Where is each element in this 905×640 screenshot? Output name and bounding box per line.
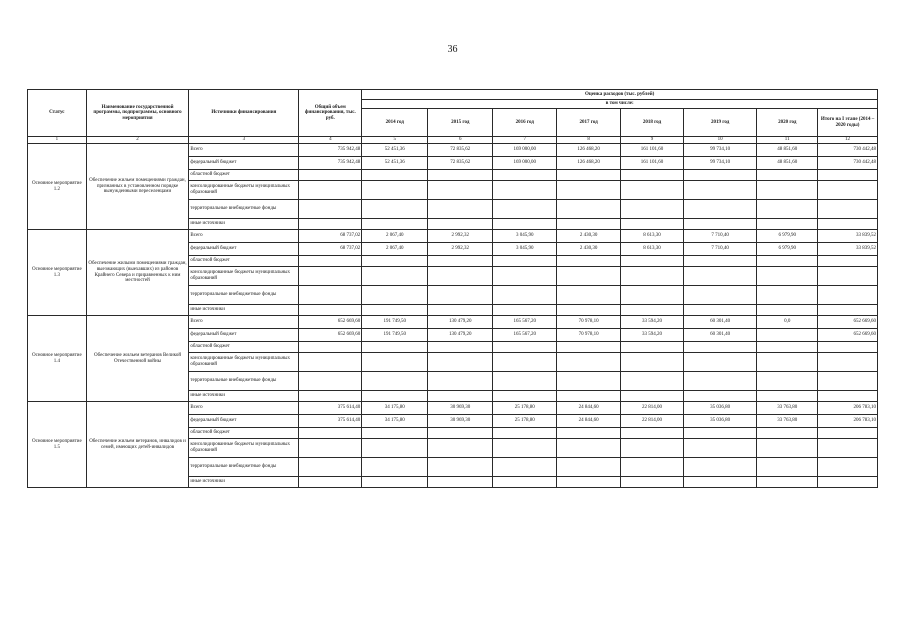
value-cell xyxy=(683,428,756,439)
value-cell xyxy=(557,439,621,458)
value-cell: 2 992,32 xyxy=(428,243,493,256)
value-cell: 52 451,36 xyxy=(362,157,428,170)
value-cell xyxy=(757,305,818,316)
funding-source-other: иные источники xyxy=(189,477,299,488)
value-cell xyxy=(299,458,362,477)
value-cell xyxy=(683,286,756,305)
value-cell: 60 301,40 xyxy=(683,329,756,342)
value-cell xyxy=(299,477,362,488)
value-cell: 33 839,52 xyxy=(818,230,878,243)
activity-name: Обеспечение жильем ветеранов Великой Отечественной войны xyxy=(86,316,189,402)
funding-source-extrabudget: территориальные внебюджетные фонды xyxy=(189,458,299,477)
funding-source-other: иные источники xyxy=(189,219,299,230)
value-cell xyxy=(557,458,621,477)
value-cell xyxy=(557,372,621,391)
value-cell xyxy=(818,458,878,477)
value-cell xyxy=(557,267,621,286)
value-cell xyxy=(557,286,621,305)
value-cell: 24 844,60 xyxy=(557,415,621,428)
value-cell xyxy=(493,439,557,458)
value-cell xyxy=(362,342,428,353)
header-including: в том числе: xyxy=(362,100,878,109)
value-cell xyxy=(428,428,493,439)
value-cell xyxy=(362,477,428,488)
value-cell xyxy=(557,391,621,402)
value-cell xyxy=(683,458,756,477)
value-cell xyxy=(299,428,362,439)
value-cell: 161 101,60 xyxy=(621,157,684,170)
header-year: 2017 год xyxy=(557,109,621,137)
value-cell xyxy=(299,286,362,305)
value-cell: 22 814,00 xyxy=(621,402,684,415)
value-cell xyxy=(493,181,557,200)
table-row xyxy=(28,230,878,243)
value-cell: 130 479,20 xyxy=(428,329,493,342)
value-cell xyxy=(557,256,621,267)
value-cell xyxy=(299,372,362,391)
value-cell xyxy=(757,170,818,181)
value-cell xyxy=(428,477,493,488)
value-cell xyxy=(683,256,756,267)
funding-source-federal: федеральный бюджет xyxy=(189,243,299,256)
value-cell xyxy=(299,353,362,372)
value-cell xyxy=(683,305,756,316)
funding-source-other: иные источники xyxy=(189,391,299,402)
value-cell xyxy=(621,267,684,286)
value-cell xyxy=(299,342,362,353)
value-cell xyxy=(362,439,428,458)
value-cell xyxy=(818,391,878,402)
funding-source-regional: областной бюджет xyxy=(189,256,299,267)
header-year: 2018 год xyxy=(621,109,684,137)
value-cell: 33 594,20 xyxy=(621,316,684,329)
value-cell: 34 175,80 xyxy=(362,402,428,415)
funding-source-extrabudget: территориальные внебюджетные фонды xyxy=(189,372,299,391)
value-cell xyxy=(757,477,818,488)
activity-status: Основное мероприятие 1.2 xyxy=(28,144,87,230)
value-cell xyxy=(299,267,362,286)
value-cell xyxy=(621,181,684,200)
value-cell xyxy=(683,477,756,488)
value-cell xyxy=(818,305,878,316)
value-cell xyxy=(493,267,557,286)
value-cell xyxy=(818,439,878,458)
value-cell xyxy=(362,267,428,286)
value-cell xyxy=(362,372,428,391)
header-year: 2019 год xyxy=(683,109,756,137)
header-year: 2015 год xyxy=(428,109,493,137)
value-cell xyxy=(818,342,878,353)
funding-source-regional: областной бюджет xyxy=(189,342,299,353)
value-cell xyxy=(428,219,493,230)
value-cell: 99 734,10 xyxy=(683,157,756,170)
column-number: 12 xyxy=(818,137,878,144)
value-cell xyxy=(683,219,756,230)
value-cell xyxy=(621,305,684,316)
column-number: 3 xyxy=(189,137,299,144)
header-estimate: Оценка расходов (тыс. рублей) xyxy=(362,90,878,100)
value-cell xyxy=(428,342,493,353)
column-number: 1 xyxy=(28,137,87,144)
value-cell: 206 783,10 xyxy=(818,415,878,428)
value-cell xyxy=(493,286,557,305)
value-cell: 7 710,40 xyxy=(683,230,756,243)
value-cell xyxy=(757,256,818,267)
column-number: 2 xyxy=(86,137,189,144)
value-cell xyxy=(757,458,818,477)
value-cell: 30 969,30 xyxy=(428,402,493,415)
table-row xyxy=(28,316,878,329)
value-cell: 60 301,40 xyxy=(683,316,756,329)
column-number: 10 xyxy=(683,137,756,144)
value-cell xyxy=(299,181,362,200)
value-cell: 70 978,10 xyxy=(557,316,621,329)
activity-status: Основное мероприятие 1.4 xyxy=(28,316,87,402)
value-cell xyxy=(362,305,428,316)
value-cell xyxy=(362,286,428,305)
value-cell xyxy=(557,200,621,219)
value-cell xyxy=(557,477,621,488)
value-cell: 99 734,10 xyxy=(683,144,756,157)
value-cell xyxy=(428,391,493,402)
value-cell xyxy=(683,372,756,391)
value-cell xyxy=(428,353,493,372)
value-cell xyxy=(818,219,878,230)
value-cell xyxy=(818,477,878,488)
value-cell: 35 036,80 xyxy=(683,415,756,428)
funding-source-municipal: консолидированные бюджеты муниципальных образований xyxy=(189,439,299,458)
value-cell xyxy=(428,305,493,316)
funding-source-regional: областной бюджет xyxy=(189,170,299,181)
value-cell: 2 067,40 xyxy=(362,243,428,256)
value-cell: 33 763,80 xyxy=(757,402,818,415)
table-body xyxy=(28,144,878,488)
value-cell xyxy=(757,181,818,200)
value-cell xyxy=(757,267,818,286)
value-cell: 730 442,48 xyxy=(818,157,878,170)
value-cell xyxy=(493,200,557,219)
column-number: 8 xyxy=(557,137,621,144)
value-cell xyxy=(557,305,621,316)
value-cell xyxy=(757,329,818,342)
value-cell: 72 835,62 xyxy=(428,157,493,170)
value-cell xyxy=(621,342,684,353)
value-cell xyxy=(621,286,684,305)
value-cell xyxy=(818,170,878,181)
activity-name: Обеспечение жилыми помещениями граждан, выезжающих (выехавших) из районов Крайнего Севера и приравненных к ним местностей xyxy=(86,230,189,316)
value-cell xyxy=(299,219,362,230)
funding-source-federal: федеральный бюджет xyxy=(189,157,299,170)
budget-table xyxy=(27,89,878,488)
value-cell xyxy=(362,353,428,372)
value-cell xyxy=(621,428,684,439)
value-cell: 206 783,10 xyxy=(818,402,878,415)
funding-source-total: Всего xyxy=(189,144,299,157)
value-cell xyxy=(621,256,684,267)
value-cell: 735 942,48 xyxy=(299,157,362,170)
value-cell xyxy=(818,353,878,372)
value-cell xyxy=(621,458,684,477)
value-cell xyxy=(818,256,878,267)
value-cell xyxy=(557,181,621,200)
value-cell xyxy=(428,439,493,458)
value-cell: 33 594,20 xyxy=(621,329,684,342)
value-cell: 165 567,20 xyxy=(493,316,557,329)
funding-source-extrabudget: территориальные внебюджетные фонды xyxy=(189,286,299,305)
value-cell xyxy=(621,170,684,181)
value-cell: 652 669,60 xyxy=(818,329,878,342)
value-cell xyxy=(362,391,428,402)
value-cell: 8 613,30 xyxy=(621,243,684,256)
value-cell: 2 067,40 xyxy=(362,230,428,243)
value-cell xyxy=(299,439,362,458)
value-cell xyxy=(557,342,621,353)
value-cell: 33 839,52 xyxy=(818,243,878,256)
value-cell xyxy=(493,219,557,230)
value-cell: 2 430,30 xyxy=(557,243,621,256)
value-cell xyxy=(493,170,557,181)
value-cell xyxy=(493,353,557,372)
value-cell: 35 036,80 xyxy=(683,402,756,415)
value-cell xyxy=(493,477,557,488)
value-cell xyxy=(621,439,684,458)
value-cell xyxy=(493,391,557,402)
value-cell xyxy=(683,342,756,353)
activity-status: Основное мероприятие 1.5 xyxy=(28,402,87,488)
funding-source-extrabudget: территориальные внебюджетные фонды xyxy=(189,200,299,219)
value-cell xyxy=(362,170,428,181)
value-cell xyxy=(428,267,493,286)
funding-source-municipal: консолидированные бюджеты муниципальных образований xyxy=(189,181,299,200)
header-year: 2016 год xyxy=(493,109,557,137)
value-cell xyxy=(362,428,428,439)
value-cell xyxy=(493,372,557,391)
funding-source-total: Всего xyxy=(189,230,299,243)
value-cell xyxy=(428,181,493,200)
value-cell xyxy=(621,219,684,230)
value-cell xyxy=(362,200,428,219)
funding-source-federal: федеральный бюджет xyxy=(189,329,299,342)
value-cell: 375 614,40 xyxy=(299,415,362,428)
header-year: 2014 год xyxy=(362,109,428,137)
funding-source-regional: областной бюджет xyxy=(189,428,299,439)
value-cell xyxy=(557,428,621,439)
value-cell: 126 468,20 xyxy=(557,144,621,157)
value-cell xyxy=(683,391,756,402)
value-cell xyxy=(818,428,878,439)
funding-source-municipal: консолидированные бюджеты муниципальных образований xyxy=(189,353,299,372)
value-cell xyxy=(818,181,878,200)
value-cell xyxy=(757,219,818,230)
value-cell xyxy=(299,170,362,181)
value-cell xyxy=(493,458,557,477)
value-cell: 126 468,20 xyxy=(557,157,621,170)
value-cell xyxy=(428,286,493,305)
value-cell: 652 669,60 xyxy=(299,329,362,342)
value-cell: 8 613,30 xyxy=(621,230,684,243)
value-cell xyxy=(621,372,684,391)
value-cell: 375 614,40 xyxy=(299,402,362,415)
column-number: 4 xyxy=(299,137,362,144)
column-number: 5 xyxy=(362,137,428,144)
value-cell xyxy=(818,267,878,286)
column-number: 6 xyxy=(428,137,493,144)
funding-source-total: Всего xyxy=(189,402,299,415)
value-cell xyxy=(299,200,362,219)
value-cell: 24 844,60 xyxy=(557,402,621,415)
funding-source-federal: федеральный бюджет xyxy=(189,415,299,428)
funding-source-total: Всего xyxy=(189,316,299,329)
value-cell xyxy=(428,256,493,267)
funding-source-municipal: консолидированные бюджеты муниципальных образований xyxy=(189,267,299,286)
value-cell xyxy=(757,200,818,219)
value-cell: 68 737,02 xyxy=(299,230,362,243)
value-cell xyxy=(362,256,428,267)
page-number: 36 xyxy=(447,44,458,55)
value-cell xyxy=(557,219,621,230)
column-number: 9 xyxy=(621,137,684,144)
value-cell xyxy=(299,391,362,402)
value-cell xyxy=(493,342,557,353)
value-cell xyxy=(621,477,684,488)
column-number: 11 xyxy=(757,137,818,144)
value-cell: 161 101,60 xyxy=(621,144,684,157)
value-cell: 48 851,60 xyxy=(757,157,818,170)
value-cell xyxy=(757,342,818,353)
value-cell xyxy=(299,256,362,267)
value-cell xyxy=(428,200,493,219)
value-cell: 25 178,80 xyxy=(493,402,557,415)
value-cell xyxy=(683,181,756,200)
value-cell xyxy=(557,353,621,372)
activity-status: Основное мероприятие 1.3 xyxy=(28,230,87,316)
value-cell xyxy=(757,391,818,402)
value-cell xyxy=(621,200,684,219)
value-cell xyxy=(683,439,756,458)
value-cell: 3 045,90 xyxy=(493,243,557,256)
value-cell: 130 479,20 xyxy=(428,316,493,329)
value-cell: 68 737,02 xyxy=(299,243,362,256)
value-cell: 652 669,60 xyxy=(818,316,878,329)
value-cell: 730 442,48 xyxy=(818,144,878,157)
value-cell: 6 979,90 xyxy=(757,243,818,256)
value-cell: 3 045,90 xyxy=(493,230,557,243)
value-cell: 735 942,48 xyxy=(299,144,362,157)
value-cell: 191 749,50 xyxy=(362,329,428,342)
value-cell xyxy=(757,286,818,305)
value-cell xyxy=(621,353,684,372)
value-cell: 6 979,90 xyxy=(757,230,818,243)
value-cell: 52 451,36 xyxy=(362,144,428,157)
value-cell xyxy=(818,200,878,219)
value-cell: 2 430,30 xyxy=(557,230,621,243)
value-cell xyxy=(428,458,493,477)
header-status: Статус xyxy=(28,90,87,137)
value-cell xyxy=(818,286,878,305)
table-row xyxy=(28,144,878,157)
value-cell: 34 175,80 xyxy=(362,415,428,428)
value-cell xyxy=(757,428,818,439)
header-year: 2020 год xyxy=(757,109,818,137)
value-cell xyxy=(683,200,756,219)
activity-name: Обеспечение жильем ветеранов, инвалидов и семей, имеющих детей-инвалидов xyxy=(86,402,189,488)
value-cell xyxy=(493,428,557,439)
value-cell: 191 749,50 xyxy=(362,316,428,329)
table-row xyxy=(28,402,878,415)
value-cell xyxy=(557,170,621,181)
value-cell xyxy=(493,256,557,267)
header-name: Наименование государственной программы, подпрограммы, основного мероприятия xyxy=(86,90,189,137)
value-cell xyxy=(757,372,818,391)
value-cell: 22 814,00 xyxy=(621,415,684,428)
value-cell: 7 710,40 xyxy=(683,243,756,256)
value-cell xyxy=(683,267,756,286)
value-cell xyxy=(818,372,878,391)
value-cell: 70 978,10 xyxy=(557,329,621,342)
header-source: Источники финансирования xyxy=(189,90,299,137)
value-cell xyxy=(362,181,428,200)
value-cell: 30 969,30 xyxy=(428,415,493,428)
value-cell: 169 000,00 xyxy=(493,144,557,157)
value-cell: 169 000,00 xyxy=(493,157,557,170)
value-cell xyxy=(493,305,557,316)
value-cell: 33 763,80 xyxy=(757,415,818,428)
value-cell xyxy=(683,170,756,181)
header-stage-total: Итого на I этапе (2014 – 2020 годы) xyxy=(818,109,878,137)
value-cell: 25 178,80 xyxy=(493,415,557,428)
value-cell: 48 851,60 xyxy=(757,144,818,157)
value-cell: 2 992,32 xyxy=(428,230,493,243)
value-cell xyxy=(621,391,684,402)
header-total: Общий объем финансирования, тыс. руб. xyxy=(299,90,362,137)
value-cell: 72 835,62 xyxy=(428,144,493,157)
value-cell: 0,0 xyxy=(757,316,818,329)
table-header xyxy=(28,90,878,144)
value-cell xyxy=(757,439,818,458)
column-number: 7 xyxy=(493,137,557,144)
value-cell xyxy=(428,170,493,181)
value-cell xyxy=(362,458,428,477)
value-cell xyxy=(299,305,362,316)
value-cell xyxy=(683,353,756,372)
value-cell xyxy=(362,219,428,230)
value-cell xyxy=(428,372,493,391)
activity-name: Обеспечение жильем помещениями граждан, признанных в установленном порядке вынужденными переселенцами xyxy=(86,144,189,230)
funding-source-other: иные источники xyxy=(189,305,299,316)
value-cell: 652 669,60 xyxy=(299,316,362,329)
value-cell: 165 567,20 xyxy=(493,329,557,342)
value-cell xyxy=(757,353,818,372)
